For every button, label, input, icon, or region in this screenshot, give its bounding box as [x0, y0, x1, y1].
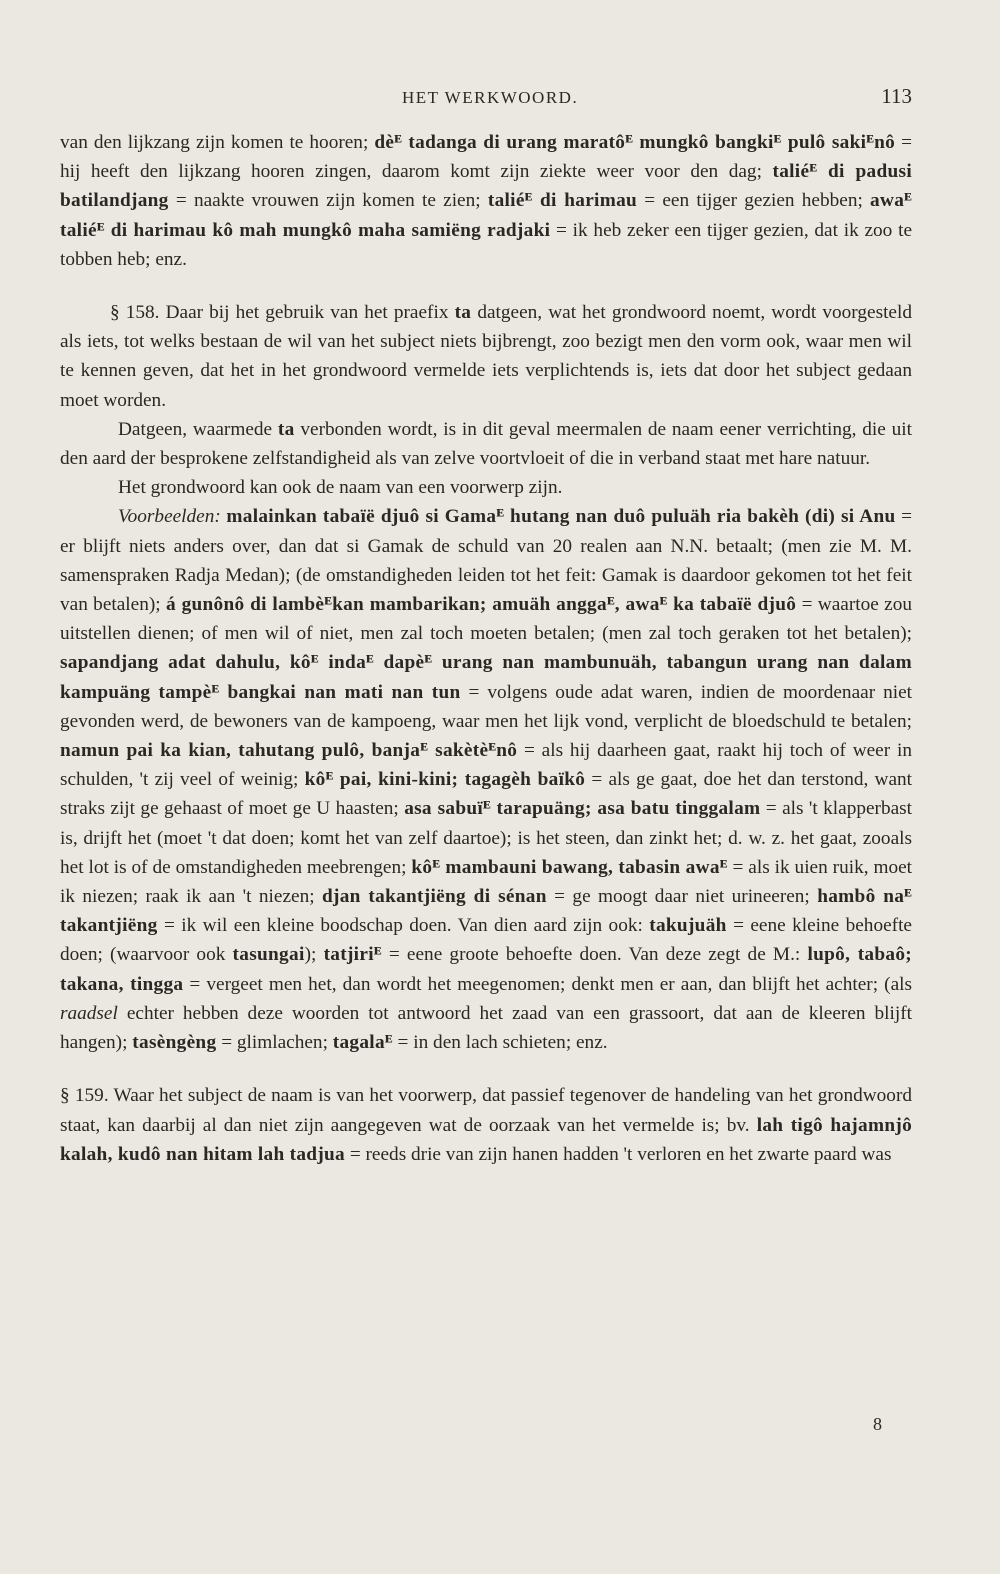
- text-run: = als hij daarheen gaat, raakt hij toch of weer in schulden, 't zij veel of weinig;: [60, 740, 912, 791]
- text-run: = als ik uien ruik, moet ik niezen; raak ik aan 't niezen;: [60, 856, 913, 908]
- bold-term: kôᴱ mambauni bawang, tabasin awaᴱ: [411, 856, 728, 878]
- paragraph-datgeen: [60, 415, 912, 473]
- bold-term: á gunônô di lambèᴱkan mambarikan; amuäh anggaᴱ, awaᴱ ka tabaïë djuô: [165, 594, 797, 616]
- text-run: = waartoe zou uitstellen dienen; of men wil of niet, men zal toch moeten betalen; (men zal toch geraken tot het betalen);: [60, 594, 912, 645]
- bold-term: malainkan tabaïë djuô si Gamaᴱ hutang nan duô puluäh ria bakèh (di) si Anu: [226, 506, 896, 528]
- text-run: = ik wil een kleine boodschap doen. Van dien aard zijn ook:: [157, 915, 650, 937]
- italic-term: raadsel: [60, 1002, 118, 1024]
- text-run: § 159. Waar het subject de naam is van het voorwerp, dat passief tegenover de handeling van het grondwoord staat, kan daarbij al dan niet zijn aangegeven wat de oorzaak van het vermelde is; bv.: [60, 1085, 912, 1136]
- bold-term: asa sabuïᴱ tarapuäng; asa batu tinggalam: [404, 798, 761, 820]
- text-run: = eene kleine behoefte doen; (waarvoor ook: [60, 915, 912, 966]
- bold-term: lupô, tabaô; takana, tingga: [60, 944, 912, 995]
- text-run: );: [304, 944, 324, 966]
- bold-term: tasungai: [232, 944, 305, 966]
- paragraph-voorbeelden: [60, 502, 912, 1057]
- text-run: = ik heb zeker een tijger gezien, dat ik zoo te tobben heb; enz.: [60, 219, 912, 270]
- text-run: = volgens oude adat waren, indien de moordenaar niet gevonden werd, de bewoners van de kampoeng, waar men het lijk vond, verplicht de bloedschuld te betalen;: [60, 681, 912, 732]
- bold-term: sapandjang adat dahulu, kôᴱ indaᴱ dapèᴱ urang nan mambunuäh, tabangun urang nan dalam kampuäng tampèᴱ bangkai nan mati nan tun: [60, 652, 912, 703]
- bold-term: dèᴱ tadanga di urang maratôᴱ mungkô bangkiᴱ pulô sakiᴱnô: [374, 132, 896, 153]
- text-run: Datgeen, waarmede: [118, 418, 278, 440]
- text-run: = vergeet men het, dan wordt het meegenomen; denkt men er aan, dan blijft het achter; (als: [183, 973, 912, 995]
- text-run: Het grondwoord kan ook de naam van een voorwerp zijn.: [118, 477, 563, 499]
- page-number: 113: [881, 84, 912, 108]
- bold-term: taliéᴱ di harimau: [487, 190, 638, 212]
- text-run: van den lijkzang zijn komen te hooren;: [60, 132, 375, 153]
- paragraph-section-159: [60, 1081, 912, 1169]
- paragraph-intro: [60, 128, 912, 274]
- text-run: = reeds drie van zijn hanen hadden 't verloren en het zwarte paard was: [345, 1143, 892, 1165]
- page-header: [62, 80, 912, 114]
- text-run: = glimlachen;: [216, 1032, 333, 1054]
- running-title: HET WERKWOORD.: [402, 88, 579, 107]
- paragraph-section-158: [60, 298, 912, 415]
- bold-term: tasèngèng: [132, 1032, 217, 1054]
- text-run: echter hebben deze woorden tot antwoord het zaad van een grassoort, dat aan de kleeren blijft hangen);: [60, 1002, 912, 1054]
- bold-term: namun pai ka kian, tahutang pulô, banjaᴱ sakètèᴱnô: [60, 740, 518, 762]
- bold-term: tagalaᴱ: [332, 1032, 393, 1054]
- bold-term: lah tigô hajamnjô kalah, kudô nan hitam lah tadjua: [60, 1114, 913, 1165]
- text-run: = ge moogt daar niet urineeren;: [546, 886, 818, 908]
- text-run: = als ge gaat, doe het dan terstond, want straks zijt ge gehaast of moet ge U haasten;: [60, 769, 912, 820]
- text-run: datgeen, wat het grondwoord noemt, wordt voorgesteld als iets, tot welks bestaan de wil van het subject niets bijbrengt, zoo bezigt men den vorm ook, waar men wil te kennen geven, dat het in het grondwoord vermelde iets verplichtends is, iets dat door het subject gedaan moet worden.: [60, 302, 912, 411]
- bold-term: kôᴱ pai, kini-kini; tagagèh baïkô: [304, 769, 586, 791]
- text-run: verbonden wordt, is in dit geval meermalen de naam eener verrichting, die uit den aard der besprokene zelfstandigheid als van zelve voortvloeit of die in verband staat met hare natuur.: [60, 418, 912, 470]
- text-run: = in den lach schieten; enz.: [392, 1032, 608, 1054]
- text-run: § 158. Daar bij het gebruik van het praefix: [110, 302, 455, 324]
- italic-term: Voorbeelden:: [118, 506, 221, 528]
- bold-term: taliéᴱ di padusi batilandjang: [60, 161, 912, 212]
- bold-term: takujuäh: [649, 915, 727, 937]
- bold-term: djan takantjiëng di sénan: [321, 886, 547, 908]
- text-run: = een tijger gezien hebben;: [637, 190, 871, 212]
- text-run: = hij heeft den lijkzang hooren zingen, daarom komt zijn ziekte weer voor den dag;: [60, 132, 912, 183]
- page-body: [60, 128, 912, 1169]
- text-run: = naakte vrouwen zijn komen te zien;: [168, 190, 488, 212]
- text-run: = als 't klapperbast is, drijft het (moet 't dat doen; komt het van zelf daartoe); is het steen, dan zinkt het; d. w. z. het gaat, zooals het lot is of de omstandigheden meebrengen;: [60, 798, 913, 878]
- signature-mark: 8: [873, 1414, 882, 1434]
- bold-term: ta: [454, 302, 472, 324]
- paragraph-grondwoord: [60, 473, 912, 502]
- text-run: = er blijft niets anders over, dan dat si Gamak de schuld van 20 realen aan N.N. betaalt; (men zie M. M. samenspraken Radja Medan); (de omstandigheden leiden tot het feit: Gamak is daardoor gekomen tot het feit van betalen);: [60, 506, 912, 616]
- text-run: = eene groote behoefte doen. Van deze zegt de M.:: [381, 944, 808, 966]
- bold-term: ta: [277, 418, 295, 440]
- bold-term: hambô naᴱ takantjiëng: [60, 886, 913, 937]
- bold-term: tatjiriᴱ: [323, 944, 382, 966]
- bold-term: awaᴱ taliéᴱ di harimau kô mah mungkô maha samiëng radjaki: [60, 190, 912, 241]
